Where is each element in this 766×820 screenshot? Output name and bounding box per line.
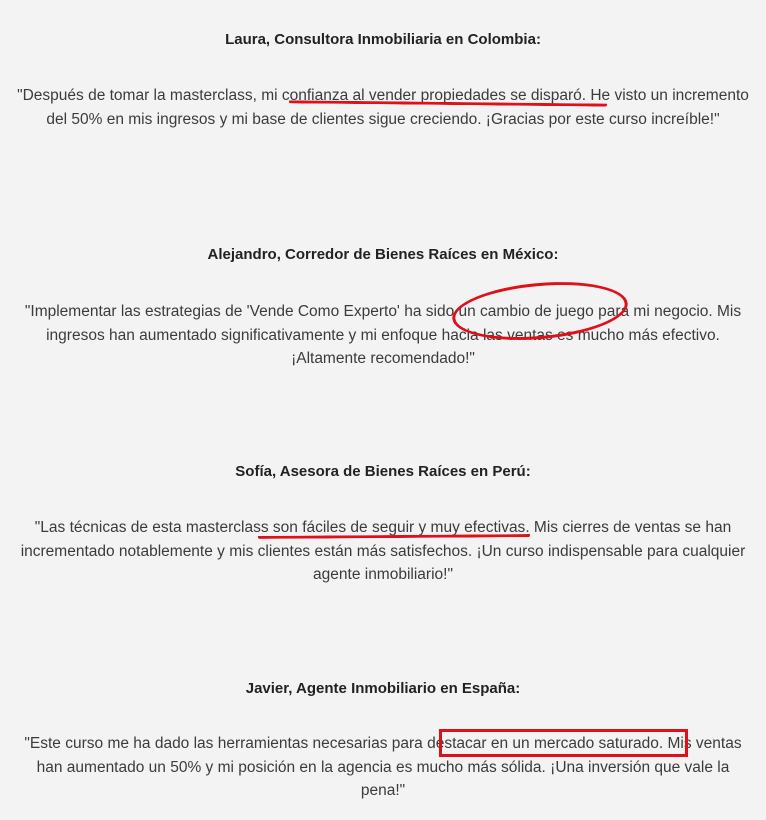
testimonial-quote [14,732,752,803]
quote-text: . He visto un incremento del 50% en mis ingresos y mi base de clientes sigue creciendo. ¡Gracias por este curso increíble!" [46,87,749,128]
quote-text: "Las técnicas de esta masterclass [34,519,273,536]
quote-highlight: un cambio de juego [458,303,594,320]
quote-text: "Después de tomar la masterclass, [17,87,262,104]
testimonial-name: Alejandro, Corredor de Bienes Raíces en México: [207,246,559,263]
quote-text: para mi negocio. Mis ingresos han aumentado significativamente y mi enfoque hacia las ventas es mucho más efectivo. ¡Altamente recomendado!" [46,303,742,367]
quote-text: "Implementar las estrategias de 'Vende Como Experto' ha sido [24,303,459,320]
testimonial-name: Laura, Consultora Inmobiliaria en Colombia: [225,31,541,48]
testimonial-quote [14,300,752,371]
quote-highlight: destacar en un mercado saturado [427,735,659,752]
quote-highlight: mi confianza al vender propiedades se disparó [261,87,582,104]
testimonial-name: Sofía, Asesora de Bienes Raíces en Perú: [235,463,531,480]
testimonial-quote [14,84,752,131]
testimonial-quote [14,516,752,587]
quote-text: . Mis cierres de ventas se han incrementado notablemente y mis clientes están más satisfechos. ¡Un curso indispensable para cualquier agente inmobiliario!" [20,519,746,583]
quote-highlight: son fáciles de seguir y muy efectivas [272,519,526,536]
quote-text: . Mis ventas han aumentado un 50% y mi posición en la agencia es mucho más sólida. ¡Una inversión que vale la pena!" [36,735,742,799]
quote-text: "Este curso me ha dado las herramientas necesarias para [24,735,428,752]
testimonial-name: Javier, Agente Inmobiliario en España: [245,680,521,697]
